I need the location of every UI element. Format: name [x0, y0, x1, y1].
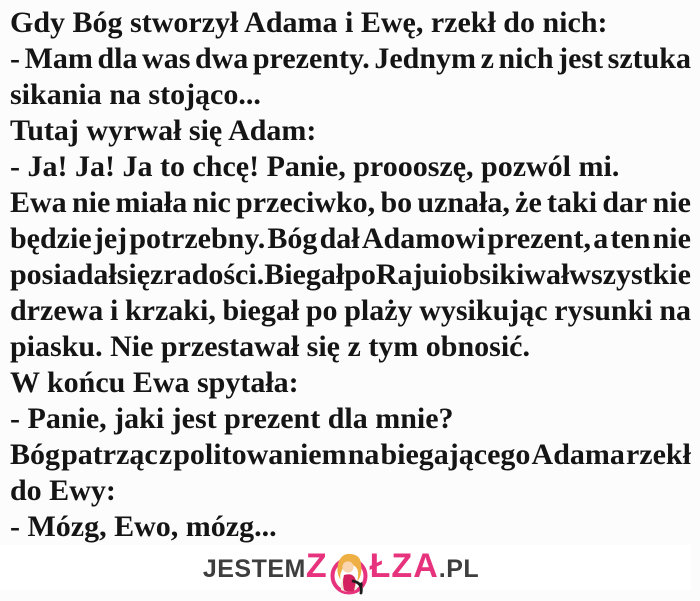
joke-line: do Ewy: — [10, 474, 116, 507]
joke-line: Ewa nie miała nic przeciwko, bo uznała, że taki dar nie — [10, 186, 691, 219]
joke-line: W końcu Ewa spytała: — [10, 366, 299, 399]
site-watermark — [0, 545, 691, 590]
joke-line: sikania na stojąco... — [10, 78, 261, 111]
joke-line: Tutaj wyrwał się Adam: — [10, 114, 317, 147]
joke-line: Gdy Bóg stworzył Adama i Ewę, rzekł do nich: — [10, 6, 608, 39]
watermark-brand-rest: ŁZA — [369, 547, 439, 585]
zolza-girl-icon — [329, 550, 369, 596]
joke-line: Bóg patrząc z politowaniem na biegającego Adama rzekł — [10, 438, 691, 471]
joke-line: - Ja! Ja! Ja to chcę! Panie, proooszę, pozwól mi. — [10, 150, 620, 183]
joke-line: - Mam dla was dwa prezenty. Jednym z nich jest sztuka — [10, 42, 691, 75]
joke-line: piasku. Nie przestawał się z tym obnosić. — [10, 330, 530, 363]
watermark-prefix: JESTEM — [202, 555, 306, 583]
watermark-brand-z: Z — [305, 547, 328, 585]
joke-line: - Mózg, Ewo, mózg... — [10, 510, 277, 543]
joke-line: będzie jej potrzebny. Bóg dał Adamowi prezent, a ten nie — [10, 222, 691, 255]
joke-line: posiadał się z radości. Biegał po Raju i obsikiwał wszystkie — [10, 258, 691, 291]
watermark-suffix: .PL — [438, 555, 480, 583]
joke-line: - Panie, jaki jest prezent dla mnie? — [10, 402, 454, 435]
joke-line: drzewa i krzaki, biegał po plaży wysikując rysunki na — [10, 294, 691, 327]
